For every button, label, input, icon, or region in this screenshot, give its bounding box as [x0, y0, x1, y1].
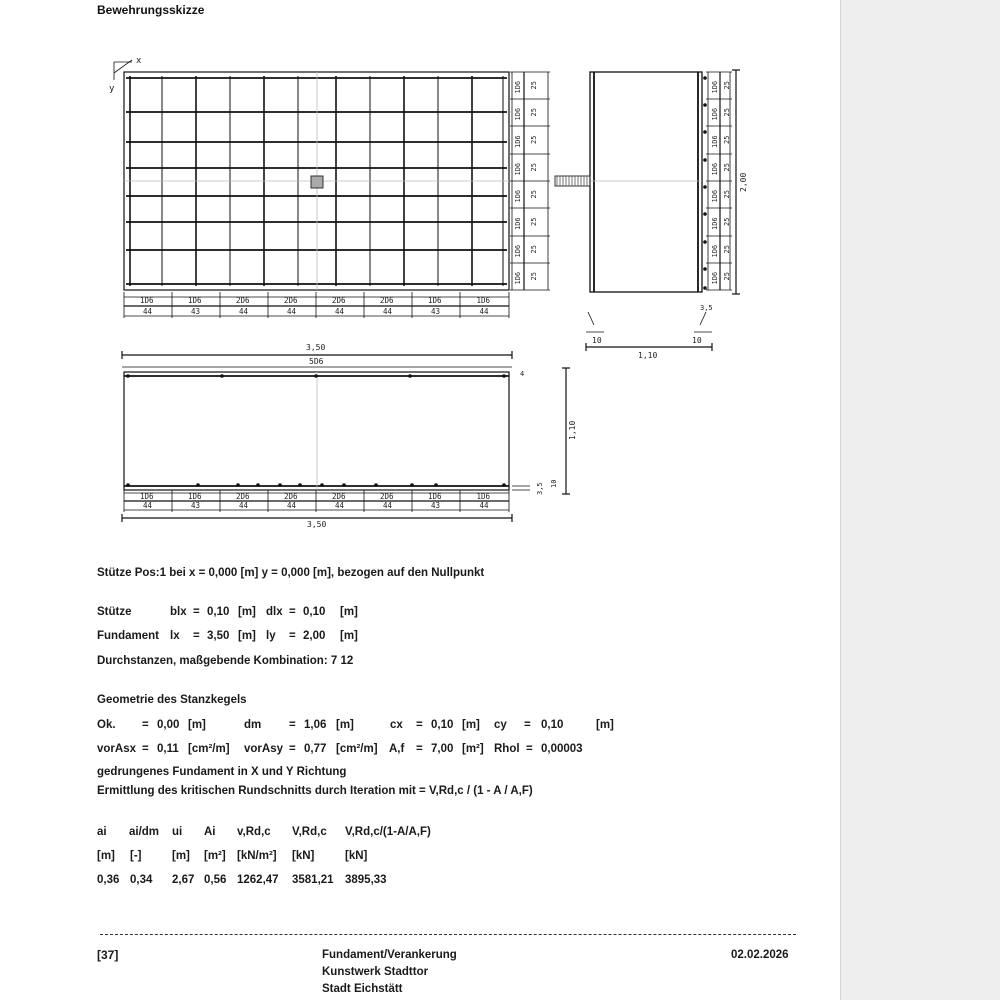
plan-spacing-label: 44 [335, 307, 345, 316]
side-bar-label: 1D6 [711, 80, 719, 94]
side-rebar-dot [703, 76, 707, 80]
section-bar-label: 1D6 [476, 492, 491, 501]
column-position-line: Stütze Pos:1 bei x = 0,000 [m] y = 0,000 [m], bezogen auf den Nullpunkt [97, 567, 485, 579]
rhol-value: 0,00003 [541, 743, 583, 755]
table-cell: 3581,21 [292, 874, 334, 886]
equals-sign: = [289, 606, 296, 618]
section-spacing-label: 44 [143, 501, 153, 510]
table-unit: [kN/m²] [237, 850, 277, 862]
compact-note: gedrungenes Fundament in X und Y Richtung [97, 766, 347, 778]
section-bottom-dot [410, 483, 414, 487]
table-unit: [kN] [292, 850, 315, 862]
side-bar-label: 1D6 [711, 135, 719, 148]
side-spacing-label: 25 [723, 108, 731, 117]
footer-line-1: Fundament/Verankerung [322, 949, 457, 961]
section-bar-label: 2D6 [284, 492, 298, 501]
footer-line-3: Stadt Eichstätt [322, 983, 403, 995]
section-bottom-dot [502, 483, 506, 487]
section-height-dim: 1,10 [568, 420, 577, 440]
unit: [m²] [462, 743, 484, 755]
side-spacing-label: 25 [723, 272, 731, 281]
side-bar-label: 1D6 [711, 271, 719, 285]
plan-spacing-label: 43 [191, 307, 201, 316]
ok-label: Ok. [97, 719, 116, 731]
unit: [m] [340, 630, 358, 642]
axis-y-label: y [109, 84, 115, 94]
side-spacing-label: 25 [723, 217, 731, 226]
plan-right-spacing-label: 25 [530, 108, 538, 117]
plan-bar-label: 1D6 [428, 296, 442, 305]
plan-right-spacing-label: 25 [530, 190, 538, 199]
unit: [m] [340, 606, 358, 618]
plan-right-spacing-label: 25 [530, 272, 538, 281]
side-bar-label: 1D6 [711, 162, 719, 176]
footer-line-2: Kunstwerk Stadttor [322, 966, 429, 978]
section-bar-label: 2D6 [380, 492, 394, 501]
equals-sign: = [289, 743, 296, 755]
blx-label: blx [170, 606, 187, 618]
ly-value: 2,00 [303, 630, 326, 642]
plan-right-spacing-label: 25 [530, 217, 538, 226]
footer-separator [100, 934, 796, 935]
plan-right-spacing-label: 25 [530, 245, 538, 254]
table-cell: 0,34 [130, 874, 153, 886]
plan-right-spacing-label: 25 [530, 163, 538, 172]
side-rebar-dot [703, 240, 707, 244]
side-rebar-dot [703, 103, 707, 107]
section-top-dot [220, 374, 224, 378]
vorasy-label: vorAsy [244, 743, 283, 755]
section-spacing-label: 44 [335, 501, 345, 510]
table-header: ui [172, 826, 183, 838]
section-bottom-dot [374, 483, 378, 487]
dlx-value: 0,10 [303, 606, 326, 618]
section-top-total: 3,50 [306, 343, 326, 352]
side-bar-label: 1D6 [711, 217, 719, 230]
section-bottom-dot [434, 483, 438, 487]
vorasx-label: vorAsx [97, 743, 136, 755]
section-bar-label: 2D6 [236, 492, 250, 501]
section-top-dot [502, 374, 506, 378]
dlx-label: dlx [266, 606, 283, 618]
plan-right-bar-label: 1D6 [514, 217, 522, 230]
vorasx-value: 0,11 [157, 743, 179, 755]
plan-spacing-label: 43 [431, 307, 441, 316]
lx-label: lx [170, 630, 180, 642]
unit: [cm²/m] [188, 743, 230, 755]
lx-value: 3,50 [207, 630, 230, 642]
side-column-stub [555, 176, 590, 186]
section-bottom-dimensions [124, 490, 509, 512]
plan-right-bar-label: 1D6 [514, 162, 522, 176]
ly-label: ly [266, 630, 276, 642]
side-cover-right: 10 [692, 336, 702, 345]
section-right-a: 4 [520, 370, 525, 378]
plan-bar-label: 2D6 [284, 296, 298, 305]
reinforcement-sketch [0, 0, 840, 540]
unit: [m] [188, 719, 206, 731]
unit: [m] [238, 630, 256, 642]
cy-label: cy [494, 719, 507, 731]
plan-bar-label: 2D6 [380, 296, 394, 305]
table-unit: [-] [130, 850, 142, 862]
cx-value: 0,10 [431, 719, 454, 731]
plan-bar-label: 2D6 [332, 296, 346, 305]
stuetze-label: Stütze [97, 606, 132, 618]
table-header: v,Rd,c [237, 826, 271, 838]
section-bottom-dot [342, 483, 346, 487]
side-outline [590, 72, 702, 292]
section-bottom-dot [236, 483, 240, 487]
unit: [m] [238, 606, 256, 618]
section-right-b: 3,5 [536, 482, 544, 495]
table-cell: 0,36 [97, 874, 120, 886]
section-bottom-dot [126, 483, 130, 487]
section-rebar-dots [126, 374, 506, 487]
side-rebar-dot [703, 286, 707, 290]
side-rebar-dot [703, 158, 707, 162]
section-spacing-label: 43 [431, 501, 441, 510]
section-top-dot [314, 374, 318, 378]
side-width-dim: 1,10 [638, 351, 658, 360]
section-bar-label: 1D6 [140, 492, 154, 501]
table-unit: [m] [97, 850, 115, 862]
equals-sign: = [416, 743, 423, 755]
section-bar-label: 1D6 [188, 492, 202, 501]
equals-sign: = [526, 743, 533, 755]
side-spacing-label: 25 [723, 163, 731, 172]
section-spacing-label: 44 [287, 501, 297, 510]
side-rebar-dot [703, 130, 707, 134]
section-outline [124, 372, 509, 490]
plan-spacing-label: 44 [479, 307, 489, 316]
plan-bar-label: 2D6 [236, 296, 250, 305]
footer-date: 02.02.2026 [731, 949, 789, 961]
plan-right-bar-label: 1D6 [514, 80, 522, 94]
section-right-c: 10 [550, 479, 558, 488]
table-cell: 3895,33 [345, 874, 387, 886]
side-spacing-label: 25 [723, 190, 731, 199]
plan-right-bar-label: 1D6 [514, 244, 522, 258]
equals-sign: = [289, 719, 296, 731]
side-rebar-dots [703, 76, 707, 290]
section-top-bars: 5D6 [309, 357, 324, 366]
section-spacing-label: 44 [479, 501, 489, 510]
side-rebar-dot [703, 212, 707, 216]
section-bottom-dot [196, 483, 200, 487]
unit: [m] [336, 719, 354, 731]
side-spacing-label: 25 [723, 81, 731, 90]
table-cell: 2,67 [172, 874, 195, 886]
plan-spacing-label: 44 [383, 307, 393, 316]
section-top-dot [126, 374, 130, 378]
section-bottom-dot [278, 483, 282, 487]
plan-right-bar-label: 1D6 [514, 189, 522, 203]
side-view [555, 72, 732, 360]
column-square [311, 176, 323, 188]
plan-right-bar-label: 1D6 [514, 271, 522, 285]
plan-bar-label: 1D6 [476, 296, 491, 305]
cy-value: 0,10 [541, 719, 564, 731]
plan-spacing-label: 44 [287, 307, 297, 316]
table-unit: [m] [172, 850, 190, 862]
plan-bottom-dimensions [124, 292, 509, 318]
side-spacing-label: 25 [723, 245, 731, 254]
side-bar-label: 1D6 [711, 107, 719, 121]
dm-label: dm [244, 719, 262, 731]
plan-right-bar-label: 1D6 [514, 135, 522, 148]
dm-value: 1,06 [304, 719, 327, 731]
plan-bar-label: 1D6 [140, 296, 154, 305]
plan-right-spacing-label: 25 [530, 135, 538, 144]
table-cell: 1262,47 [237, 874, 279, 886]
side-rebar-dot [703, 267, 707, 271]
equals-sign: = [524, 719, 531, 731]
equals-sign: = [142, 743, 149, 755]
equals-sign: = [416, 719, 423, 731]
section-top-dot [408, 374, 412, 378]
plan-view [109, 56, 550, 318]
geometry-heading: Geometrie des Stanzkegels [97, 694, 247, 706]
table-unit: [m²] [204, 850, 226, 862]
cx-label: cx [390, 719, 403, 731]
plan-spacing-label: 44 [143, 307, 153, 316]
af-value: 7,00 [431, 743, 454, 755]
equals-sign: = [142, 719, 149, 731]
plan-spacing-label: 44 [239, 307, 249, 316]
section-view [122, 343, 577, 529]
ok-value: 0,00 [157, 719, 180, 731]
section-spacing-label: 44 [383, 501, 393, 510]
equals-sign: = [193, 606, 200, 618]
af-label: A,f [389, 743, 405, 755]
side-bar-label: 1D6 [711, 244, 719, 258]
section-spacing-label: 43 [191, 501, 201, 510]
sketch-title: Bewehrungsskizze [97, 3, 205, 17]
blx-value: 0,10 [207, 606, 230, 618]
unit: [cm²/m] [336, 743, 378, 755]
section-bottom-dot [298, 483, 302, 487]
section-bar-label: 1D6 [428, 492, 442, 501]
section-bar-label: 2D6 [332, 492, 346, 501]
side-rebar-dot [703, 185, 707, 189]
table-header: V,Rd,c/(1-A/A,F) [345, 826, 431, 838]
table-header: ai/dm [129, 826, 160, 838]
vorasy-value: 0,77 [304, 743, 327, 755]
side-spacing-label: 25 [723, 135, 731, 144]
side-cover-left: 10 [592, 336, 602, 345]
table-unit: [kN] [345, 850, 368, 862]
plan-right-dimensions [510, 72, 550, 290]
table-header: V,Rd,c [292, 826, 327, 838]
equals-sign: = [289, 630, 296, 642]
iteration-note: Ermittlung des kritischen Rundschnitts durch Iteration mit = V,Rd,c / (1 - A / A,F) [97, 785, 533, 797]
section-bottom-total: 3,50 [307, 520, 327, 529]
side-right-dimensions [706, 72, 732, 290]
plan-bar-label: 1D6 [188, 296, 202, 305]
section-bottom-dot [320, 483, 324, 487]
durchstanzen-line: Durchstanzen, maßgebende Kombination: 7 12 [97, 655, 354, 667]
section-bottom-dot [256, 483, 260, 487]
plan-right-spacing-label: 25 [530, 81, 538, 90]
side-total-height: 2,00 [739, 172, 748, 192]
table-header: ai [97, 826, 107, 838]
plan-right-bar-label: 1D6 [514, 107, 522, 121]
axis-x-label: x [136, 56, 142, 66]
unit: [m] [596, 719, 614, 731]
table-header: Ai [204, 826, 216, 838]
side-bar-label: 1D6 [711, 189, 719, 203]
side-small-dim: 3,5 [700, 304, 713, 312]
equals-sign: = [193, 630, 200, 642]
unit: [m] [462, 719, 480, 731]
fundament-label: Fundament [97, 630, 159, 642]
page-number: [37] [97, 948, 119, 962]
section-spacing-label: 44 [239, 501, 249, 510]
table-cell: 0,56 [204, 874, 227, 886]
rhol-label: Rhol [494, 743, 520, 755]
